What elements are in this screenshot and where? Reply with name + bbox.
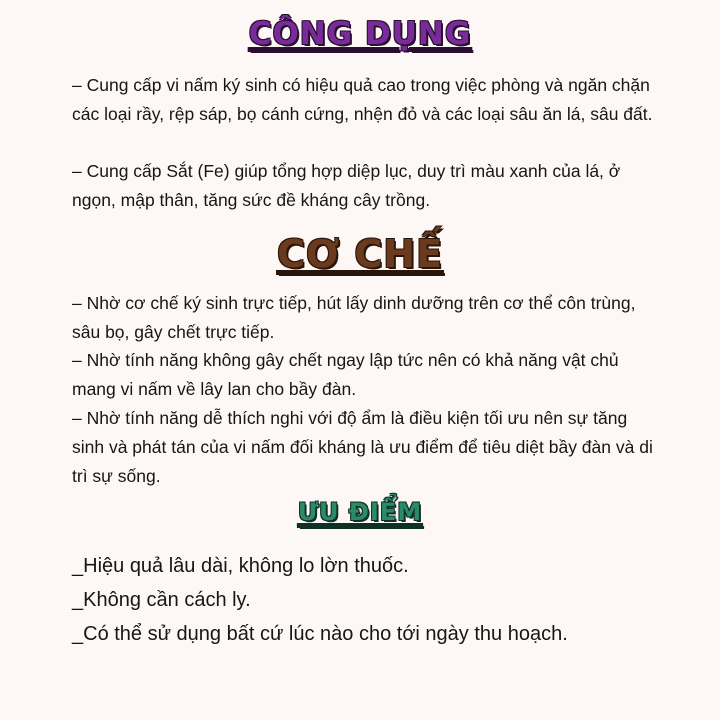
co-che-item-1: – Nhờ cơ chế ký sinh trực tiếp, hút lấy dinh dưỡng trên cơ thể côn trùng, sâu bọ, gây chết trực tiếp. (72, 293, 636, 342)
heading-cong-dung: CÔNG DỤNG (248, 16, 472, 52)
uu-diem-item-2: _Không cần cách ly. (72, 589, 251, 611)
cong-dung-item-2: – Cung cấp Sắt (Fe) giúp tổng hợp diệp lục, duy trì màu xanh của lá, ở ngọn, mập thân, tăng sức đề kháng cây trồng. (72, 161, 621, 210)
uu-diem-item-3: _Có thể sử dụng bất cứ lúc nào cho tới ngày thu hoạch. (72, 623, 568, 645)
cong-dung-item-1: – Cung cấp vi nấm ký sinh có hiệu quả cao trong việc phòng và ngăn chặn các loại rầy, rệp sáp, bọ cánh cứng, nhện đỏ và các loại sâu ăn lá, sâu đất. (72, 75, 653, 124)
uu-diem-item-1: _Hiệu quả lâu dài, không lo lờn thuốc. (72, 555, 409, 577)
heading-co-che: CƠ CHẾ (277, 232, 443, 276)
co-che-item-2: – Nhờ tính năng không gây chết ngay lập tức nên có khả năng vật chủ mang vi nấm về lây lan cho bầy đàn. (72, 350, 619, 399)
heading-uu-diem: ƯU ĐIỂM (297, 498, 423, 526)
co-che-item-3: – Nhờ tính năng dễ thích nghi với độ ẩm là điều kiện tối ưu nên sự tăng sinh và phát tán của vi nấm đối kháng là ưu điểm để tiêu diệt bầy đàn và di trì sự sống. (72, 408, 653, 486)
